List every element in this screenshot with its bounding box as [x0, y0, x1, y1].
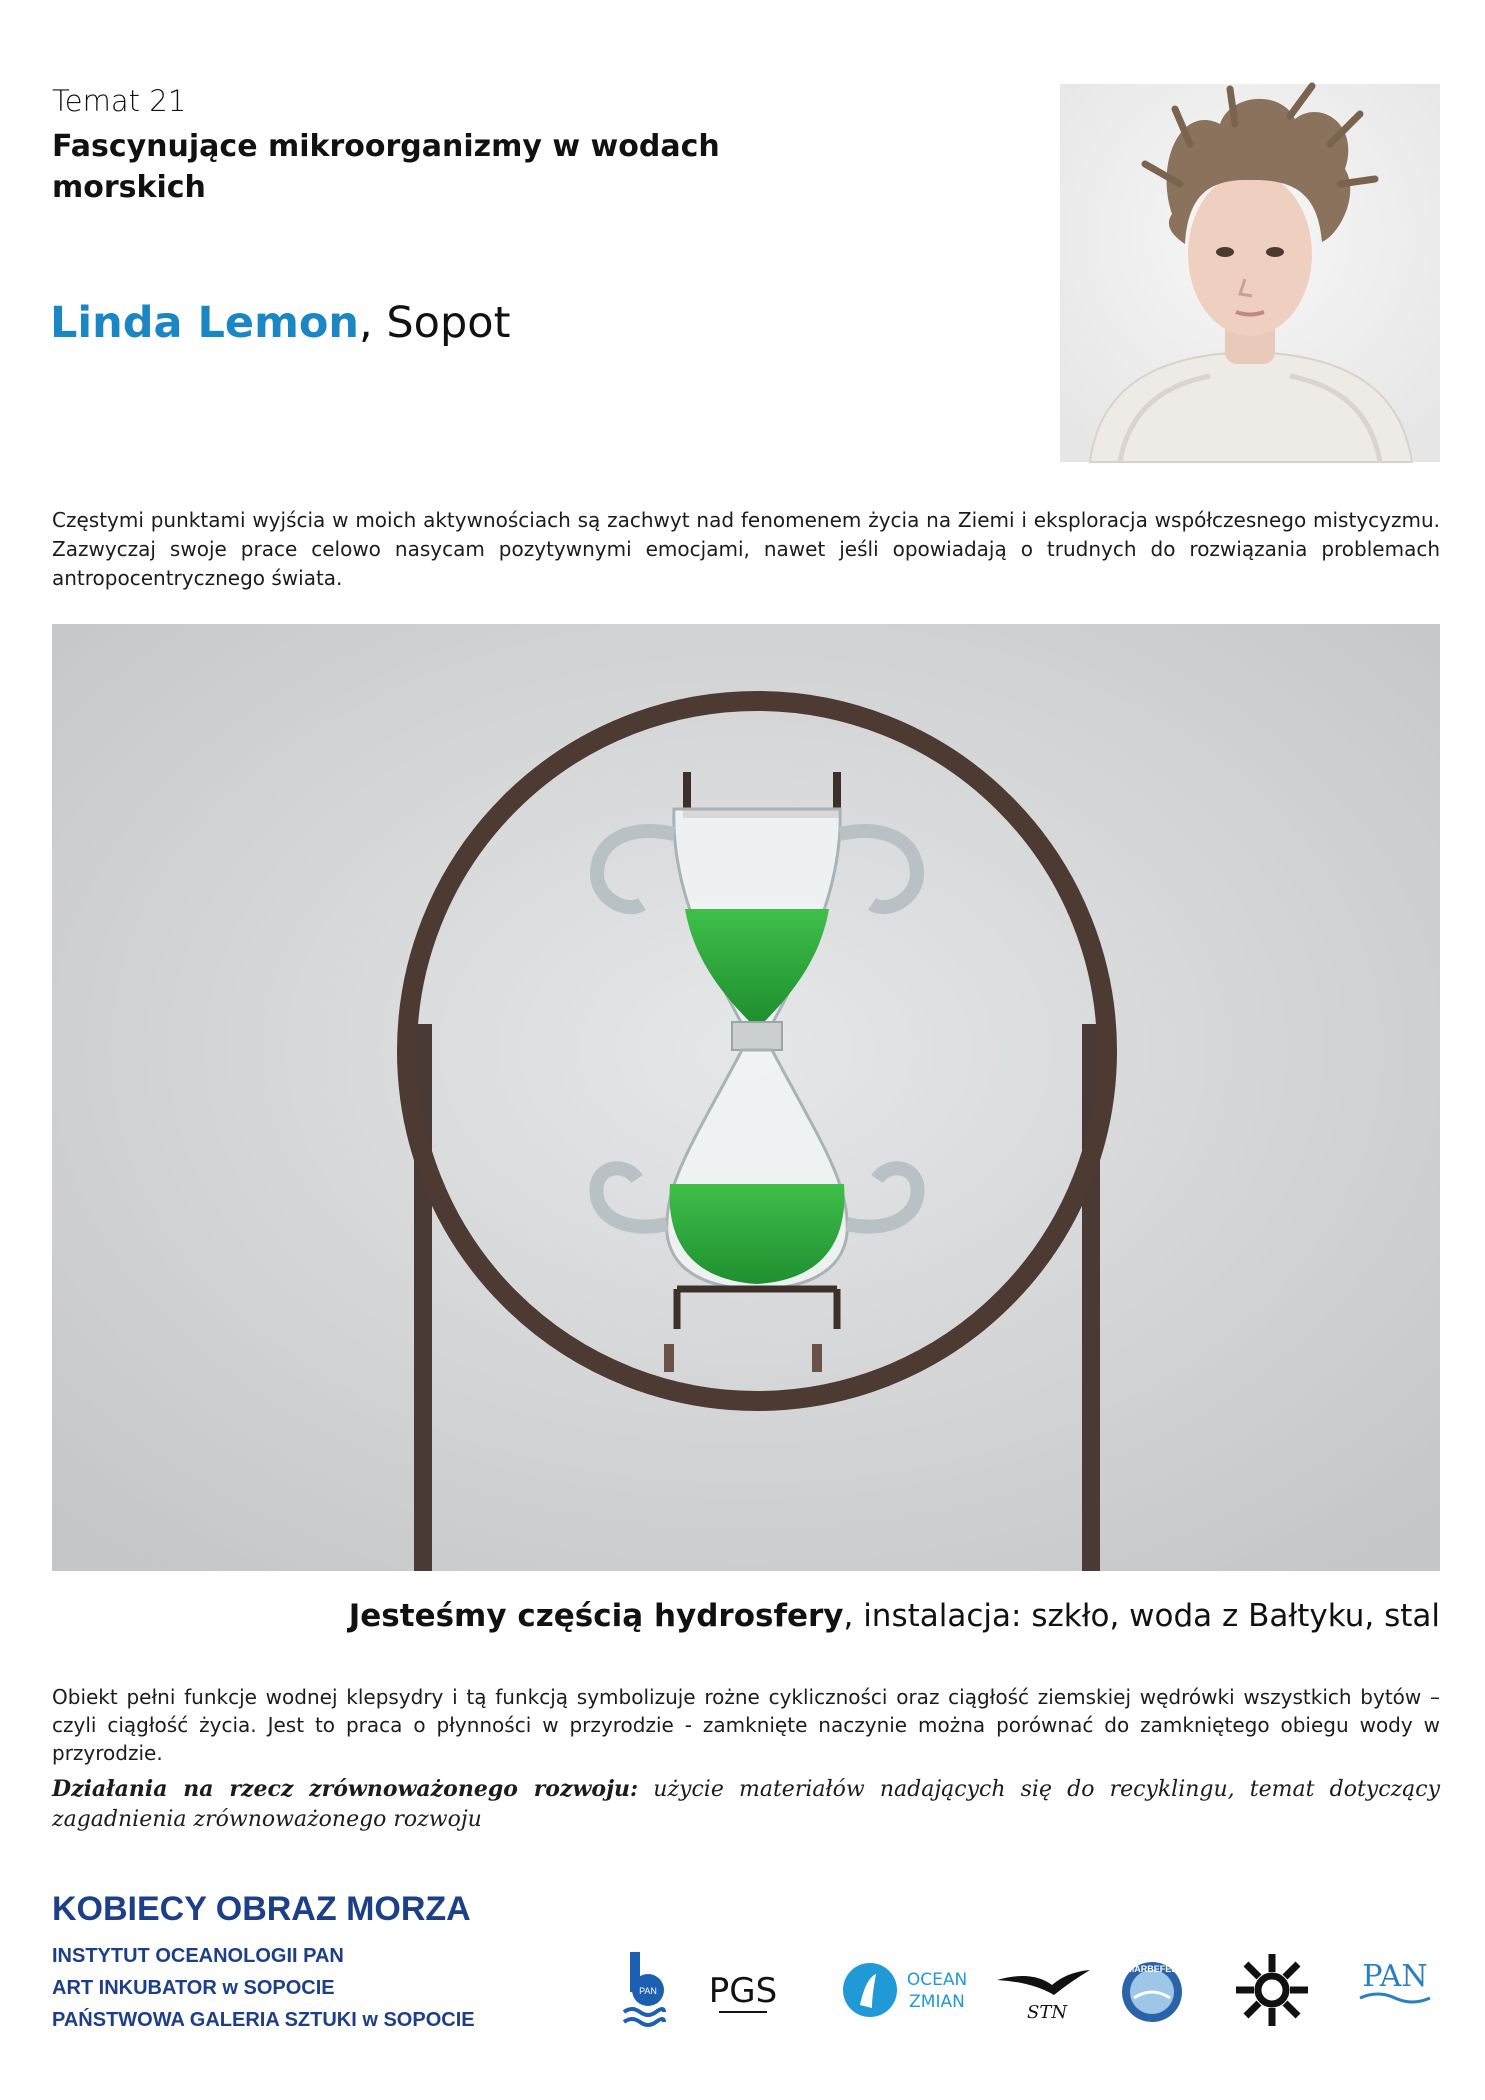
- ocean-zmian-logo: [842, 1950, 977, 2030]
- artwork-caption: [52, 1598, 1440, 1634]
- stn-logo: [992, 1950, 1092, 2030]
- pgs-logo-text: PGS: [708, 1971, 778, 2011]
- pgs-logo: [708, 1950, 778, 2030]
- artwork-medium: , instalacja: szkło, woda z Bałtyku, stal: [843, 1598, 1440, 1634]
- artist-bio: Częstymi punktami wyjścia w moich aktywnościach są zachwyt nad fenomenem życia na Ziemi i eksploracja współczesnego mistycyzmu. Zazwyczaj swoje prace celowo nasycam pozytywnymi emocjami, nawet jeśli opowiadają o trudnych do rozwiązania problemach antropocentrycznego świata.: [52, 508, 1440, 590]
- portrait-image: [1060, 84, 1440, 462]
- artist-line: [50, 298, 510, 348]
- marbefes-logo: [1112, 1950, 1192, 2030]
- artwork-description: Obiekt pełni funkcje wodnej klepsydry i tą funkcją symbolizuje rożne cykliczności oraz ciągłość ziemskiej wędrówki wszystkich bytów – czyli ciągłość życia. Jest to praca o płynności w przyrodzie - zamknięte naczynie można porównać do zamkniętego obiegu wody w przyrodzie.: [52, 1685, 1440, 1765]
- artist-name: Linda Lemon: [50, 298, 360, 348]
- footer-line-art-inkubator: ART INKUBATOR w SOPOCIE: [52, 1977, 335, 1999]
- artwork-photo: [52, 624, 1440, 1571]
- partner-logos: [620, 1950, 1450, 2030]
- footer-title: KOBIECY OBRAZ MORZA: [52, 1890, 471, 1928]
- artist-portrait: [1060, 84, 1440, 462]
- ocean-logo-text: OCEAN: [906, 1970, 968, 1990]
- artwork-title: Jesteśmy częścią hydrosfery: [348, 1598, 844, 1634]
- topic-label: Temat 21: [52, 84, 187, 118]
- footer-line-pgs: PAŃSTWOWA GALERIA SZTUKI w SOPOCIE: [52, 2009, 475, 2031]
- artist-city: , Sopot: [359, 298, 511, 348]
- hourglass-installation-image: [52, 624, 1440, 1571]
- sustainability-note: [52, 1774, 1440, 1835]
- pan-logo-text: PAN: [1362, 1959, 1428, 1994]
- sustainability-text: użycie materiałów nadających się do recyklingu, temat dotyczący zagadnienia zrównoważonego rozwoju: [52, 1777, 1440, 1832]
- footer-line-iopan: INSTYTUT OCEANOLOGII PAN: [52, 1945, 344, 1967]
- sustainability-label: Działania na rzecz zrównoważonego rozwoju:: [52, 1776, 639, 1802]
- zmian-logo-text: ZMIAN: [909, 1992, 965, 2012]
- stn-logo-text: STN: [1027, 2002, 1068, 2023]
- pan-logo: [1350, 1950, 1440, 2030]
- iopan-logo-text: PAN: [639, 1986, 657, 1996]
- footer-institutions: [52, 1940, 475, 2036]
- topic-title: Fascynujące mikroorganizmy w wodach morskich: [52, 129, 720, 205]
- iopan-logo: [620, 1950, 670, 2030]
- marbefes-logo-text: MARBEFES: [1126, 1964, 1178, 1974]
- art-inkubator-logo: [1232, 1950, 1312, 2030]
